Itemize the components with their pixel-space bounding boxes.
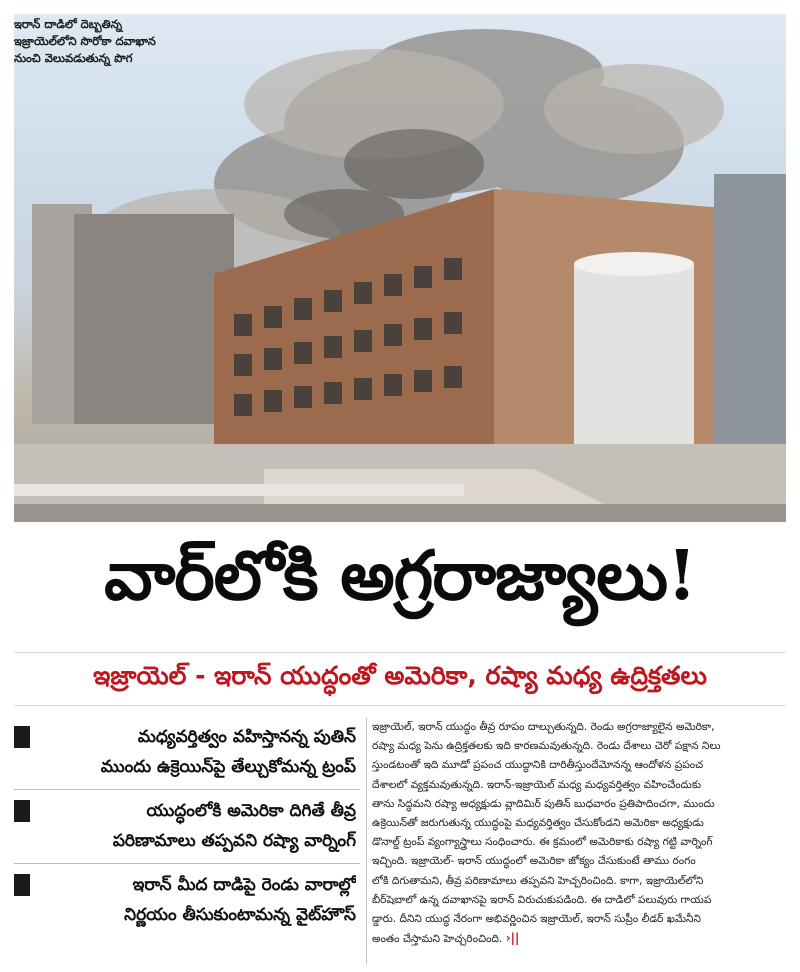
article-line: అంతం చేస్తామని హెచ్చరించింది. [372,933,503,946]
highlight-line: నిర్ణయం తీసుకుంటామన్న వైట్‌హౌస్ [124,905,356,925]
article-line-last [372,929,784,949]
column-divider [366,718,367,964]
article-line: ఇజ్రాయెల్, ఇరాన్ యుద్ధం తీవ్ర రూపం దాల్చుతున్నది. రెండు అగ్రరాజ్యాలైన అమెరికా, [372,721,715,733]
highlight-line: యుద్ధంలోకి అమెరికా దిగితే తీవ్ర [146,801,356,821]
highlight-line: ఇరాన్ మీద దాడిపై రెండు వారాల్లో [132,875,356,895]
article-line: దేశాలలో వ్యక్తమవుతున్నది. ఇరాన్-ఇజ్రాయెల్ మధ్య మధ్యవర్తిత్వం వహించేందుకు [372,778,702,791]
highlight-item [14,864,360,937]
article-line: డొనాల్డ్ ట్రంప్ వ్యంగ్యాస్త్రాలు సంధించారు. ఈ క్రమంలో అమెరికాకు రష్యా గట్టి వార్నింగ్ [372,836,713,849]
caption-line: నుంచి వెలువడుతున్న పొగ [14,51,133,65]
news-photo [14,14,786,522]
article-line: లోకి దిగుతామని, తీవ్ర పరిణామాలు తప్పవని హెచ్చరించింది. కాగా, ఇజ్రాయెల్‌లోని [372,874,704,887]
highlight-line: పరిణామాలు తప్పవని రష్యా వార్నింగ్ [112,831,356,851]
article-line: రష్యా మధ్య పెను ఉద్రిక్తతలకు ఇది కారణమవుతున్నది. రెండు దేశాలు చెరో పక్షాన నిలు [372,740,721,753]
caption-line: ఇరాన్ దాడిలో దెబ్బతిన్న [14,17,123,31]
article-line: ఇచ్చింది. ఇజ్రాయెల్- ఇరాన్ యుద్ధంలో అమెరికా జోక్యం చేసుకుంటే తాము రంగం [372,855,696,868]
sub-headline: ఇజ్రాయెల్ - ఇరాన్ యుద్ధంతో అమెరికా, రష్యా మధ్య ఉద్రిక్తతలు [14,652,786,706]
highlight-line: ముందు ఉక్రెయిన్‌పై తేల్చుకోమన్న ట్రంప్ [100,757,356,777]
article-line: బీర్‌షెబాలో ఉన్న దవాఖానపై ఇరాన్ విరుచుకుపడింది. ఈ దాడిలో పలువురు గాయప [372,893,712,906]
bullet-marker-icon [14,874,30,896]
main-headline: వార్‌లోకి అగ్రరాజ్యాలు! [104,536,696,616]
article-body [372,718,784,968]
bullet-marker-icon [14,726,30,748]
article-line: స్తుండటంతో ఇది మూడో ప్రపంచ యుద్ధానికి దారితీస్తుందేమోనన్న ఆందోళన ప్రపంచ [372,759,704,772]
photo-caption [14,16,184,67]
article-line: డ్డారు. దీనిని యుద్ధ నేరంగా అభివర్ణించిన ఇజ్రాయెల్, ఇరాన్ సుప్రీం లీడర్ ఖమేనీని [372,913,701,926]
continued-marker-icon: ›|| [505,931,520,946]
highlight-line: మధ్యవర్తిత్వం వహిస్తానన్న పుతిన్ [137,727,356,747]
highlight-item [14,716,360,790]
bullet-marker-icon [14,800,30,822]
article-line: ఉక్రెయిన్‌తో జరుగుతున్న యుద్ధంపై మధ్యవర్తిత్వం చేసుకోండని అమెరికా అధ్యక్షుడు [372,817,704,830]
highlights-column [14,716,360,966]
caption-line: ఇజ్రాయెల్‌లోని సొరోకా దవాఖాన [14,34,156,48]
highlight-item [14,790,360,864]
article-line: తాను సిద్ధమని రష్యా అధ్యక్షుడు వ్లాదిమిర్ పుతిన్ బుధవారం ప్రతిపాదించగా, ముందు [372,797,715,810]
hospital-smoke-photo [14,14,786,522]
